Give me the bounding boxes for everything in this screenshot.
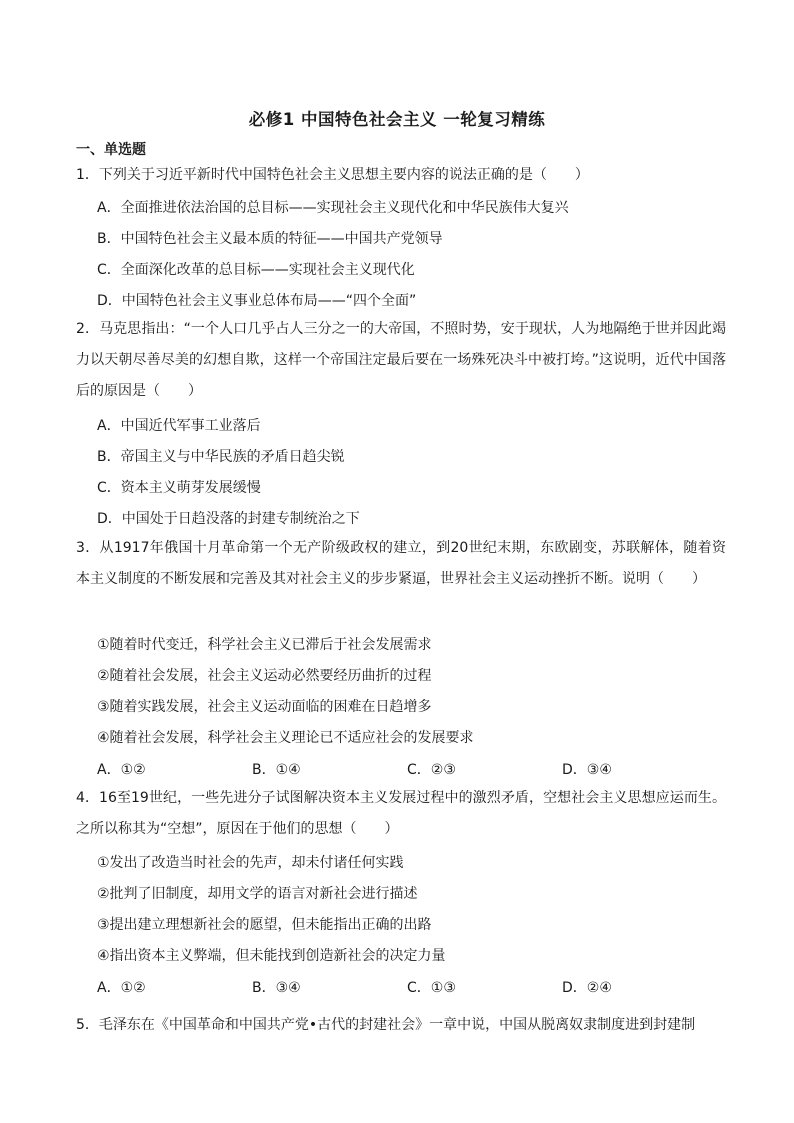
question-3-choice-c: C．②③ xyxy=(407,762,456,778)
question-1-option-d: D．中国特色社会主义事业总体布局——“四个全面” xyxy=(97,293,417,309)
question-4-item-2: ②批判了旧制度，却用文学的语言对新社会进行描述 xyxy=(97,886,418,902)
question-5-stem: 5．毛泽东在《中国革命和中国共产党•古代的封建社会》一章中说，中国从脱离奴隶制度进到封建制 xyxy=(76,1017,696,1033)
question-3-choice-b: B．①④ xyxy=(252,762,301,778)
section-heading: 一、单选题 xyxy=(76,142,146,158)
question-3-stem: 3．从1917年俄国十月革命第一个无产阶级政权的建立，到20世纪末期，东欧剧变，苏联解体，随着资本主义制度的不断发展和完善及其对社会主义的步步紧逼，世界社会主义运动挫折不断。说明（ ） xyxy=(76,540,726,587)
question-1-option-c: C．全面深化改革的总目标——实现社会主义现代化 xyxy=(97,262,415,278)
question-2-option-a: A．中国近代军事工业落后 xyxy=(97,418,261,434)
question-4-choice-d: D．②④ xyxy=(562,980,612,996)
question-4-item-3: ③提出建立理想新社会的愿望，但未能指出正确的出路 xyxy=(97,917,432,933)
question-2-option-d: D．中国处于日趋没落的封建专制统治之下 xyxy=(97,511,360,527)
question-3-choices xyxy=(97,759,717,779)
question-1-option-a: A．全面推进依法治国的总目标——实现社会主义现代化和中华民族伟大复兴 xyxy=(97,200,569,216)
question-1-option-b: B．中国特色社会主义最本质的特征——中国共产党领导 xyxy=(97,231,443,247)
question-1-stem: 1．下列关于习近平新时代中国特色社会主义思想主要内容的说法正确的是（ ） xyxy=(76,167,589,183)
question-3-choice-d: D．③④ xyxy=(562,762,612,778)
question-4-choice-b: B．③④ xyxy=(252,980,301,996)
question-3-choice-a: A．①② xyxy=(97,762,146,778)
question-4-item-1: ①发出了改造当时社会的先声，却未付诸任何实践 xyxy=(97,855,404,871)
question-2-option-b: B．帝国主义与中华民族的矛盾日趋尖锐 xyxy=(97,449,345,465)
question-3-item-1: ①随着时代变迁，科学社会主义已滞后于社会发展需求 xyxy=(97,637,432,653)
question-2-stem: 2．马克思指出：“一个人口几乎占人三分之一的大帝国，不照时势，安于现状，人为地隔绝于世并因此竭力以天朝尽善尽美的幻想自欺，这样一个帝国注定最后要在一场殊死决斗中被打垮。”这说明，近代中国落后的原因是（ ） xyxy=(76,321,726,399)
question-3-item-4: ④随着社会发展，科学社会主义理论已不适应社会的发展要求 xyxy=(97,730,474,746)
question-3-item-3: ③随着实践发展，社会主义运动面临的困难在日趋增多 xyxy=(97,699,432,715)
question-3-item-2: ②随着社会发展，社会主义运动必然要经历曲折的过程 xyxy=(97,668,432,684)
question-4-choice-c: C．①③ xyxy=(407,980,456,996)
question-2-option-c: C．资本主义萌芽发展缓慢 xyxy=(97,480,261,496)
question-4-choices xyxy=(97,977,717,997)
question-4-item-4: ④指出资本主义弊端，但未能找到创造新社会的决定力量 xyxy=(97,948,446,964)
question-4-choice-a: A．①② xyxy=(97,980,146,996)
document-title: 必修1 中国特色社会主义 一轮复习精练 xyxy=(248,110,546,129)
question-4-stem: 4．16至19世纪，一些先进分子试图解决资本主义发展过程中的激烈矛盾，空想社会主义思想应运而生。之所以称其为“空想”，原因在于他们的思想（ ） xyxy=(76,790,726,837)
